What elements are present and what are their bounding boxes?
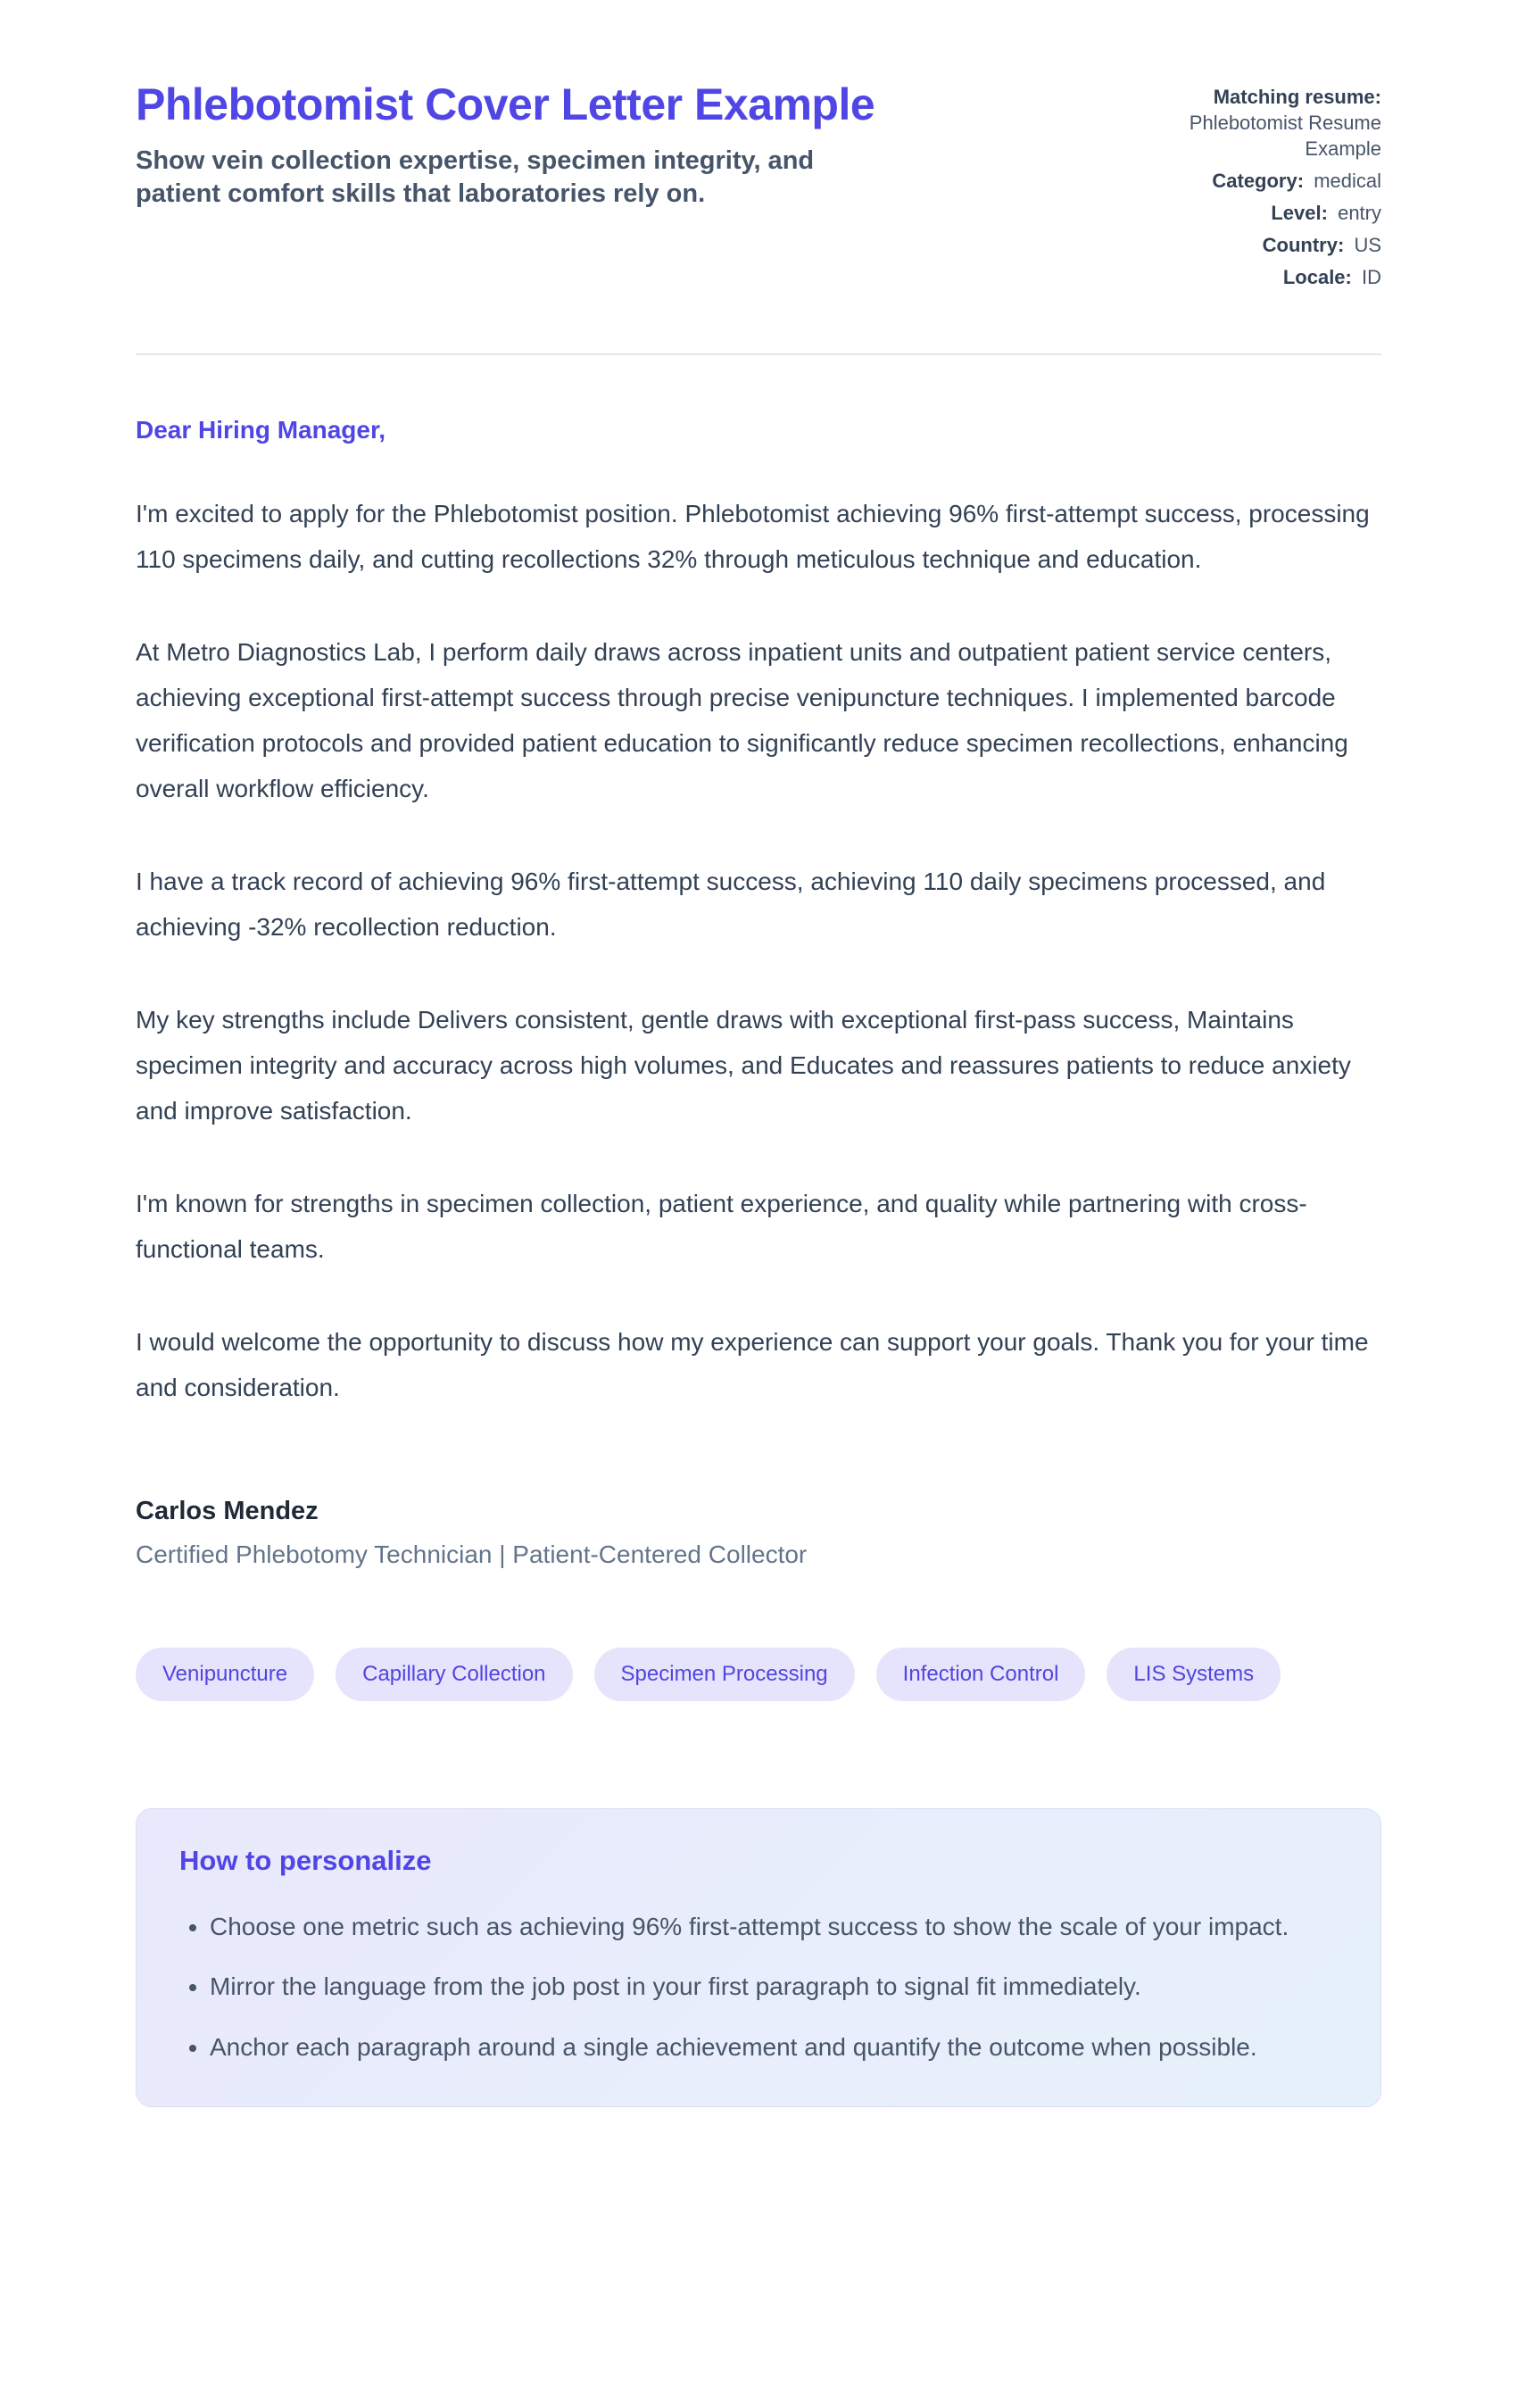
tip-item-anchor-achievement: • Anchor each paragraph around a single achievement and quantify the outcome when possible. bbox=[210, 2024, 1338, 2071]
tip-item-mirror-language: • Mirror the language from the job post in your first paragraph to signal fit immediately. bbox=[210, 1964, 1338, 2010]
meta-locale-label: Locale: bbox=[1282, 266, 1352, 289]
signature-block bbox=[136, 1497, 1381, 1569]
meta-category bbox=[1114, 168, 1381, 194]
page-subtitle: Show vein collection expertise, specimen integrity, and patient comfort skills that laboratories rely on. bbox=[136, 145, 815, 209]
meta-country-label: Country: bbox=[1262, 234, 1345, 257]
letter-paragraph-closing: I would welcome the opportunity to discuss how my experience can support your goals. Thank you for your time and consideration. bbox=[136, 1327, 1369, 1401]
header-divider bbox=[136, 353, 1381, 355]
page-title: Phlebotomist Cover Letter Example bbox=[136, 79, 875, 129]
meta-locale-value: ID bbox=[1362, 266, 1381, 289]
skill-tag-infection-control: Infection Control bbox=[876, 1648, 1086, 1701]
resume-meta-panel bbox=[1114, 77, 1381, 296]
meta-level bbox=[1114, 200, 1381, 226]
tips-title: How to personalize bbox=[179, 1844, 432, 1876]
skill-tag-venipuncture: Venipuncture bbox=[136, 1648, 314, 1701]
letter-paragraph-intro: I'm excited to apply for the Phlebotomist position. Phlebotomist achieving 96% first-attempt success, processing 110 specimens daily, and cutting recollections 32% through meticulous technique and education. bbox=[136, 500, 1370, 574]
meta-level-value: entry bbox=[1338, 202, 1381, 225]
skill-tag-lis-systems: LIS Systems bbox=[1107, 1648, 1281, 1701]
letter-paragraph-track-record: I have a track record of achieving 96% first-attempt success, achieving 110 daily specimens processed, and achieving -32% recollection reduction. bbox=[136, 867, 1326, 941]
signature-name: Carlos Mendez bbox=[136, 1496, 319, 1525]
meta-level-label: Level: bbox=[1271, 202, 1328, 225]
meta-locale bbox=[1114, 264, 1381, 290]
meta-category-label: Category: bbox=[1212, 170, 1305, 193]
meta-country-value: US bbox=[1354, 234, 1381, 257]
meta-matching-resume-label: Matching resume: bbox=[1213, 86, 1381, 108]
letter-paragraph-strengths: My key strengths include Delivers consistent, gentle draws with exceptional first-pass success, Maintains specimen integrity and accuracy across high volumes, and Educates and reassures patients to reduce anxiety and improve satisfaction. bbox=[136, 1005, 1351, 1125]
meta-country bbox=[1114, 232, 1381, 258]
skill-tags-row bbox=[136, 1648, 1381, 1701]
personalize-tips-card bbox=[136, 1808, 1381, 2107]
salutation: Dear Hiring Manager, bbox=[136, 416, 386, 444]
header-title-block bbox=[136, 77, 885, 212]
meta-matching-resume-value: Phlebotomist Resume Example bbox=[1189, 112, 1381, 161]
letter-body bbox=[136, 416, 1381, 2107]
skill-tag-specimen-processing: Specimen Processing bbox=[594, 1648, 855, 1701]
signature-tagline: Certified Phlebotomy Technician | Patient-Centered Collector bbox=[136, 1540, 808, 1568]
meta-category-value: medical bbox=[1314, 170, 1381, 193]
letter-paragraph-experience: At Metro Diagnostics Lab, I perform daily draws across inpatient units and outpatient patient service centers, achieving exceptional first-attempt success through precise venipuncture techniques. I implemented barcode verification protocols and provided patient education to significantly reduce specimen recollections, enhancing overall workflow efficiency. bbox=[136, 638, 1348, 802]
cover-letter-page bbox=[136, 0, 1381, 2196]
page-header bbox=[136, 77, 1381, 296]
letter-paragraph-reputation: I'm known for strengths in specimen collection, patient experience, and quality while partnering with cross-functional teams. bbox=[136, 1189, 1307, 1263]
skill-tag-capillary-collection: Capillary Collection bbox=[336, 1648, 572, 1701]
tips-list bbox=[179, 1904, 1338, 2071]
tip-item-metric: • Choose one metric such as achieving 96% first-attempt success to show the scale of your impact. bbox=[210, 1904, 1338, 1950]
meta-matching-resume bbox=[1114, 84, 1381, 162]
